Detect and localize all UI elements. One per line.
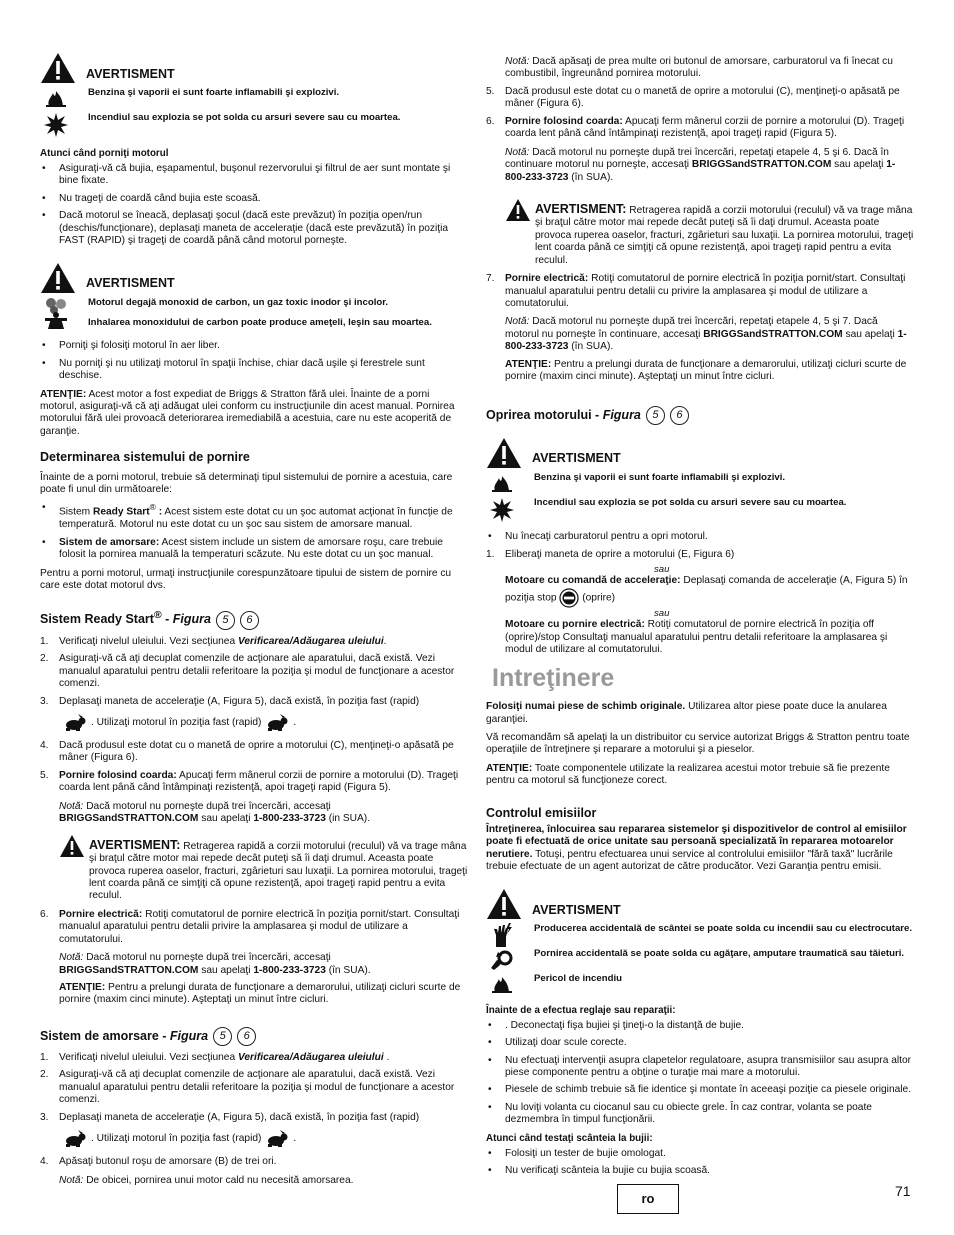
attention-starter: ATENŢIE: Pentru a prelungi durata de funcţionare a demarorului, utilizaţi cicluri scurte de pornire (maxim cinci minute). Aşteptaţi un minut între cicluri. xyxy=(59,982,461,1006)
start-system-types xyxy=(40,502,468,561)
list-item: • Piesele de schimb trebuie să fie identice şi montate în aceeaşi poziţie ca piesele originale. xyxy=(486,1084,914,1096)
figure-5-badge: 5 xyxy=(216,611,235,630)
note: Notă: Dacă motorul nu porneşte după trei încercări, accesaţi BRIGGSandSTRATTON.COM sau apelaţi 1-800-233-3723 (în SUA). xyxy=(59,952,371,976)
list-item: 4. Apăsaţi butonul roşu de amorsare (B) de trei ori. xyxy=(40,1156,277,1168)
before-repairs-heading: Înainte de a efectua reglaje sau reparaţii: xyxy=(486,1004,676,1016)
explosion-icon xyxy=(490,497,514,523)
electric-shock-icon xyxy=(491,923,513,947)
list-item: • Asiguraţi-vă că bujia, eşapamentul, buşonul rezervorului şi filtrul de aer sunt montate şi bine fixate. xyxy=(40,163,468,188)
note: Notă: Dacă motorul nu porneşte după trei încercări, repetaţi etapele 4, 5 şi 6. Dacă în continuare motorul nu porneşte, accesaţi BRIGGSandSTRATTON.COM sau apelaţi 1-800-233-3723 (în SUA). xyxy=(505,146,896,183)
explosion-icon xyxy=(44,112,68,138)
spark-test-heading: Atunci când testaţi scânteia la bujii: xyxy=(486,1132,653,1144)
note: Notă: Dacă motorul nu porneşte după trei încercări, accesaţi BRIGGSandSTRATTON.COM sau apelaţi 1-800-233-3723 (in SUA). xyxy=(59,800,371,825)
emissions-heading: Controlul emisiilor xyxy=(486,805,597,820)
list-item: • Nu efectuaţi intervenţii asupra clapetelor regulatoare, asupra transmisiilor sau asupra altor piese componente pentru a obţine o turaţie mai mare a motorului. xyxy=(486,1055,914,1080)
warning-title: AVERTISMENT xyxy=(532,902,621,917)
recoil-warning: AVERTISMENT: Retragerea rapidă a corzii motorului (reculul) vă va trage mâna şi braţul către motor mai repede decât puteţi să îi daţi drumul. Aceasta poate provoca ruperea oaselor, fracturi, zgârieturi sau luxaţii. La pornirea motorului, trageţi lent coarda până ce simţiţi că opune rezistenţă, apoi trageţi rapid pentru a evita reculul. xyxy=(59,834,468,903)
warning-triangle-icon xyxy=(505,198,531,222)
rabbit-icon xyxy=(264,1130,290,1148)
rabbit-icon xyxy=(264,714,290,732)
list-item: 3. Deplasaţi maneta de acceleraţie (A, Figura 5), dacă există, în poziţia fast (rapid) xyxy=(40,695,420,707)
before-repairs-bullets xyxy=(486,1020,914,1127)
figure-6-badge: 6 xyxy=(670,406,689,425)
speed-row: . Utilizaţi motorul în poziţia fast (rapid) . xyxy=(40,714,468,732)
warning-triangle-icon xyxy=(40,262,76,294)
page-number: 71 xyxy=(895,1183,911,1199)
speed-row: . Utilizaţi motorul în poziţia fast (rapid) . xyxy=(40,1130,468,1148)
list-item: • Folosiţi un tester de bujie omologat. xyxy=(486,1148,914,1160)
list-item: 2. Asiguraţi-vă că aţi decuplat comenzile de acţionare ale aparatului, dacă există. Vezi manualul aparatului pentru detalii referitoare la poziţia şi modul de funcţionare a acestor comenzi. xyxy=(40,1069,455,1106)
recoil-warning: AVERTISMENT: Retragerea rapidă a corzii motorului (reculul) vă va trage mâna şi braţul către motor mai repede decât puteţi să îi daţi drumul. Aceasta poate provoca ruperea oaselor, fracturi, zgârieturi sau luxaţii. La pornirea motorului, trageţi lent coarda până ce simţiţi că opune rezistenţă, apoi trageţi rapid pentru a evita reculul. xyxy=(505,198,914,267)
list-item: 1. Eliberaţi maneta de oprire a motorului (E, Figura 6) xyxy=(486,549,735,561)
stop-heading: Oprirea motorului - Figura 5 6 xyxy=(486,406,914,425)
warning-title: AVERTISMENT xyxy=(86,276,175,291)
start-heading: Atunci când porniţi motorul xyxy=(40,148,169,159)
rabbit-icon xyxy=(62,1130,88,1148)
primer-heading: Sistem de amorsare - Figura 5 6 xyxy=(40,1027,468,1046)
list-item: • Nu loviţi volanta cu ciocanul sau cu obiecte grele. În caz contrar, volanta se poate dezmembra în timpul funcţionării. xyxy=(486,1102,914,1127)
fire-icon xyxy=(491,973,513,993)
list-item: • Sistem de amorsare: Acest sistem include un sistem de amorsare roşu, care trebuie folosit la pornirea manuală la temperaturi scăzute. Nu este dotat cu un şoc manual. xyxy=(40,537,468,562)
attention-starter: ATENŢIE: Pentru a prelungi durata de funcţionare a demarorului, utilizaţi cicluri scurte de pornire (maxim cinci minute). Aşteptaţi un minut între cicluri. xyxy=(505,358,907,383)
figure-5-badge: 5 xyxy=(646,406,665,425)
fuel-warning: AVERTISMENT Benzina şi vaporii ei sunt foarte inflamabili şi explozivi. Incendiul sau explozia se pot solda cu arsuri severe sau cu moartea. xyxy=(40,52,468,134)
figure-6-badge: 6 xyxy=(240,611,259,630)
co-warning: AVERTISMENT Motorul degajă monoxid de carbon, un gaz toxic inodor şi incolor. Inhalarea monoxidului de carbon poate produce ameţeli, leşin sau moartea. xyxy=(40,262,468,329)
maintenance-title: Intreţinere xyxy=(492,663,615,692)
list-item: 5. Pornire folosind coarda: Apucaţi ferm mânerul corzii de pornire a motorului (D). Trageţi coarda lent până când întâmpinaţi rezistenţă, apoi trageţi rapid (Figura 5). xyxy=(40,769,459,794)
figure-5-badge: 5 xyxy=(213,1027,232,1046)
rabbit-icon xyxy=(62,714,88,732)
throttle-stop: Motoare cu comandă de acceleraţie: Deplasaţi comanda de acceleraţie (A, Figura 5) în poziţia stop (oprire) xyxy=(486,575,914,607)
list-item: 6. Pornire folosind coarda: Apucaţi ferm mânerul corzii de pornire a motorului (D). Trageţi coarda lent până când întâmpinaţi rezistenţă, apoi trageţi rapid (Figura 5). xyxy=(486,115,905,140)
list-item: 1. Verificaţi nivelul uleiului. Vezi secţiunea Verificarea/Adăugarea uleiului . xyxy=(40,1051,390,1063)
list-item: • Nu porniţi şi nu utilizaţi motorul în spaţii închise, chiar dacă uşile şi ferestrele sunt deschise. xyxy=(40,358,468,383)
warning-title: AVERTISMENT xyxy=(532,451,621,466)
warning-triangle-icon xyxy=(486,888,522,920)
list-item: • Utilizaţi doar scule corecte. xyxy=(486,1037,914,1049)
warning-triangle-icon xyxy=(40,52,76,84)
fuel-warning: AVERTISMENT Benzina şi vaporii ei sunt foarte inflamabili şi explozivi. Incendiul sau explozia se pot solda cu arsuri severe sau cu moartea. xyxy=(486,437,914,519)
list-item: 1. Verificaţi nivelul uleiului. Vezi secţiunea Verificarea/Adăugarea uleiului. xyxy=(40,635,387,647)
warning-title: AVERTISMENT xyxy=(86,66,175,81)
fire-icon xyxy=(491,472,513,492)
list-item: 3. Deplasaţi maneta de acceleraţie (A, Figura 5), dacă există, în poziţia fast (rapid) xyxy=(40,1111,420,1123)
spark-warning: AVERTISMENT Producerea accidentală de scântei se poate solda cu incendii sau cu electrocutare. Pornirea accidentală se poate solda cu agăţare, amputare traumatică sau tăieturi. Pericol de incendiu xyxy=(486,888,914,995)
figure-6-badge: 6 xyxy=(237,1027,256,1046)
list-item: • Dacă motorul se îneacă, deplasaţi şocul (dacă este prevăzut) în poziţia open/run (deschis/funcţionare), deplasaţi maneta de acceleraţie (dacă este prevăzută) în poziţia FAST (RAPID) şi trageţi de coardă până când motorul porneşte. xyxy=(40,210,468,247)
spark-test-bullets xyxy=(486,1148,914,1178)
warning-triangle-icon xyxy=(59,834,85,858)
list-item: 2. Asiguraţi-vă că aţi decuplat comenzile de acţionare ale aparatului, dacă există. Vezi manualul aparatului pentru detalii referitoare la poziţia şi modul de funcţionare a acestor comenzi. xyxy=(40,653,455,690)
right-column: Notă: Dacă apăsaţi de prea multe ori butonul de amorsare, carburatorul va fi înecat cu combustibil, îngreunând pornirea motorului. 5. Dacă produsul este dotat cu o manetă de oprire a motorului (C), menţineţi-o apăsată pe mâner (Figura 6). 6. Pornire folosind coarda: Apucaţi ferm mânerul corzii de pornire a motorului (D). Trageţi coarda lent până când întâmpinaţi rezistenţă, apoi trageţi rapid (Figura 5). Notă: Dacă motorul nu porneşte după trei încercări, repetaţi etapele 4, 5 şi 6. Dacă în continuare motorul nu porneşte, accesaţi BRIGGSandSTRATTON.COM sau apelaţi 1-800-233-3723 (în SUA). AVERTISMENT: Retragerea rapidă a corzii motorului (reculul) vă va trage mâna şi braţul către motor mai repede decât puteţi să îi daţi drumul. Aceasta poate provoca ruperea oaselor, fracturi, zgârieturi sau luxaţii. La pornirea motorului, trageţi lent coarda până ce simţiţi că opune rezistenţă, apoi trageţi rapid pentru a evita reculul. 7. Pornire electrică: Rotiţi comutatorul de pornire electrică în poziţia pornit/start. Consultaţi manualul aparatului pentru detalii cu privire la amplasarea şi modul de utilizare a comutatorului. Notă: Dacă motorul nu porneşte după trei încercări, repetaţi etapele 4, 5 şi 7. Dacă motorul nu porneşte în continuare, accesaţi BRIGGSandSTRATTON.COM sau apelaţi 1-800-233-3723 (în SUA). ATENŢIE: Pentru a prelungi durata de funcţionare a demarorului, utilizaţi cicluri scurte de pornire (maxim cinci minute). Aşteptaţi un minut între cicluri. Oprirea motorului - Figura 5 6 AVERTISMENT Benzina şi vaporii ei sunt foarte inflamabili şi explozivi. Incendiul sau explozia se pot solda cu arsuri severe sau cu moartea. • Nu înecaţi carburatorul pentru a opri motorul. 1. Eliberaţi maneta de oprire a motorului (E, Figura 6) sau Motoare cu comandă de acceleraţie: Deplasaţi comanda de acceleraţie (A, Figura 5) în poziţia stop (oprire) sau Motoare cu pornire electrică: Rotiţi comutatorul de pornire electrică în poziţia off (oprire)/stop Consultaţi manualul aparatului pentru detalii referitoare la amplasarea şi modul de utilizare al comutatorului. Intreţinere Folosiţi numai piese de schimb originale. Utilizarea altor piese poate duce la anularea garanţiei. Vă recomandăm să apelaţi la un distribuitor cu service autorizat Briggs & Stratton pentru toate operaţiile de întreţinere şi reparare a motorului şi a pieselor. ATENŢIE: Toate componentele utilizate la realizarea acestui motor trebuie să fie prezente pentru ca motorul să funcţioneze corect. Controlul emisiilor Întreţinerea, înlocuirea sau repararea sistemelor şi dispozitivelor de control al emisiilor poate fi efectuată de orice unitate sau persoană specializată în repararea motoarelor nerutiere. Totuşi, pentru efectuarea unui service al controlului emisiilor "fără taxă" lucrările trebuie efectuate de un agent autorizat de către producător. Vezi Garanţia pentru emisii. AVERTISMENT Producerea accidentală de scântei se poate solda cu incendii sau cu electrocutare. Pornirea accidentală se poate solda cu agăţare, amputare traumatică sau tăieturi. Pericol de incendiu Înainte de a efectua reglaje sau reparaţii: • . Deconectaţi fişa bujiei şi ţineţi-o la distanţă de bujie. • Utilizaţi doar scule corecte. • Nu efectuaţi intervenţii asupra clapetelor regulatoare, asupra transmisiilor sau asupra altor piese componente pentru a obţine o turaţie mai mare a motorului. • Piesele de schimb trebuie să fie identice şi montate în aceeaşi poziţie ca piesele originale. • Nu loviţi volanta cu ciocanul sau cu obiecte grele. În caz contrar, volanta se poate dezmembra în timpul funcţionării. Atunci când testaţi scânteia la bujii: • Folosiţi un tester de bujie omologat. • Nu verificaţi scânteia la bujie cu bujia scoasă. xyxy=(486,56,914,1184)
co-bullets xyxy=(40,340,468,382)
ready-start-heading: Sistem Ready Start® - Figura 5 6 xyxy=(40,610,468,629)
language-tab: ro xyxy=(617,1184,679,1214)
start-bullets xyxy=(40,163,468,248)
note: Notă: De obicei, pornirea unui motor cald nu necesită amorsarea. xyxy=(59,1174,354,1186)
list-item: • Sistem Ready Start® : Acest sistem este dotat cu un şoc automat acţionat în funcţie de temperatură. Motorul nu este dotat cu un şoc sau sistem de amorsare manual. xyxy=(40,502,468,531)
list-item: 6. Pornire electrică: Rotiţi comutatorul de pornire electrică în poziţia pornit/start. Consultaţi manualul aparatului pentru detalii privire la amplasarea şi modul de utilizare a comutatorului. xyxy=(40,908,460,945)
list-item: 5. Dacă produsul este dotat cu o manetă de oprire a motorului (C), menţineţi-o apăsată pe mâner (Figura 6). xyxy=(486,85,900,110)
list-item: • Nu verificaţi scânteia la bujie cu bujia scoasă. xyxy=(486,1165,914,1177)
list-item: • . Deconectaţi fişa bujiei şi ţineţi-o la distanţă de bujie. xyxy=(486,1020,914,1032)
list-item: 4. Dacă produsul este dotat cu o manetă de oprire a motorului (C), menţineţi-o apăsată pe mâner (Figura 6). xyxy=(40,740,454,764)
list-item: • Nu trageţi de coardă când bujia este scoasă. xyxy=(40,193,468,205)
note: Notă: Dacă motorul nu porneşte după trei încercări, repetaţi etapele 4, 5 şi 7. Dacă motorul nu porneşte în continuare, accesaţi BRIGGSandSTRATTON.COM sau apelaţi 1-800-233-3723 (în SUA). xyxy=(505,316,907,353)
electric-stop: Motoare cu pornire electrică: Rotiţi comutatorul de pornire electrică în poziţia off (oprire)/stop Consultaţi manualul aparatului pentru detalii referitoare la amplasarea şi modul de utilizare al comutatorului. xyxy=(505,619,888,656)
note: Notă: Dacă apăsaţi de prea multe ori butonul de amorsare, carburatorul va fi înecat cu combustibil, îngreunând pornirea motorului. xyxy=(505,56,893,80)
primer-steps xyxy=(40,1052,468,1124)
attention-oil: ATENŢIE: Acest motor a fost expediat de Briggs & Stratton fără ulei. Înainte de a porni motorul, asiguraţi-vă că aţi adăugat ulei conform cu instrucţiunile din acest manual. Pornirea motorului fără ulei provoacă deteriorarea iremediabilă a acestuia, care nu este acoperită de garanţie. xyxy=(40,388,455,437)
fire-icon xyxy=(45,87,67,107)
toxic-fumes-icon xyxy=(43,297,69,329)
list-item: • Porniţi şi folosiţi motorul în aer liber. xyxy=(40,340,468,352)
stop-icon xyxy=(559,588,579,608)
determine-heading: Determinarea sistemului de pornire xyxy=(40,450,250,465)
list-item: • Nu înecaţi carburatorul pentru a opri motorul. xyxy=(486,531,914,543)
ready-start-steps xyxy=(40,636,468,708)
warning-triangle-icon xyxy=(486,437,522,469)
hand-entanglement-icon xyxy=(490,948,514,972)
list-item: 7. Pornire electrică: Rotiţi comutatorul de pornire electrică în poziţia pornit/start. Consultaţi manualul aparatului pentru detalii cu privire la amplasarea şi modul de utilizare a comutatorului. xyxy=(486,273,906,309)
left-column: AVERTISMENT Benzina şi vaporii ei sunt foarte inflamabili şi explozivi. Incendiul sau explozia se pot solda cu arsuri severe sau cu moartea. Atunci când porniţi motorul • Asiguraţi-vă că bujia, eşapamentul, buşonul rezervorului şi filtrul de aer sunt montate şi bine fixate. • Nu trageţi de coardă când bujia este scoasă. • Dacă motorul se îneacă, deplasaţi şocul (dacă este prevăzut) în poziţia open/run (deschis/funcţionare), deplasaţi maneta de acceleraţie (dacă este prevăzută) în poziţia FAST (RAPID) şi trageţi de coardă până când motorul porneşte. AVERTISMENT Motorul degajă monoxid de carbon, un gaz toxic inodor şi incolor. Inhalarea monoxidului de carbon poate produce ameţeli, leşin sau moartea. • Porniţi şi folosiţi motorul în aer liber. • Nu porniţi şi nu utilizaţi motorul în spaţii închise, chiar dacă uşile şi ferestrele sunt deschise. ATENŢIE: Acest motor a fost expediat de Briggs & Stratton fără ulei. Înainte de a porni motorul, asiguraţi-vă că aţi adăugat ulei conform cu instrucţiunile din acest manual. Pornirea motorului fără ulei provoacă deteriorarea iremediabilă a acestuia, care nu este acoperită de garanţie. Determinarea sistemului de pornire Înainte de a porni motorul, trebuie să determinaţi tipul sistemului de pornire a acestuia, care poate fi unul din următoarele: • Sistem Ready Start® : Acest sistem este dotat cu un şoc automat acţionat în funcţie de temperatură. Motorul nu este dotat cu un şoc sau sistem de amorsare manual. • Sistem de amorsare: Acest sistem include un sistem de amorsare roşu, care trebuie folosit la pornirea manuală la temperaturi scăzute. Nu este dotat cu un şoc manual. Pentru a porni motorul, urmaţi instrucţiunile corespunzătoare tipului de sistem de pornire cu care este dotat motorul dvs. Sistem Ready Start® - Figura 5 6 1. Verificaţi nivelul uleiului. Vezi secţiunea Verificarea/Adăugarea uleiului. 2. Asiguraţi-vă că aţi decuplat comenzile de acţionare ale aparatului, dacă există. Vezi manualul aparatului pentru detalii referitoare la poziţia şi modul de funcţionare a acestor comenzi. 3. Deplasaţi maneta de acceleraţie (A, Figura 5), dacă există, în poziţia fast (rapid) . Utilizaţi motorul în poziţia fast (rapid) . 4. Dacă produsul este dotat cu o manetă de oprire a motorului (C), menţineţi-o apăsată pe mâner (Figura 6). 5. Pornire folosind coarda: Apucaţi ferm mânerul corzii de pornire a motorului (D). Trageţi coarda lent până când întâmpinaţi rezistenţă, apoi trageţi rapid (Figura 5). Notă: Dacă motorul nu porneşte după trei încercări, accesaţi BRIGGSandSTRATTON.COM sau apelaţi 1-800-233-3723 (in SUA). AVERTISMENT: Retragerea rapidă a corzii motorului (reculul) vă va trage mâna şi braţul către motor mai repede decât puteţi să îi daţi drumul. Aceasta poate provoca ruperea oaselor, fracturi, zgârieturi sau luxaţii. La pornirea motorului, trageţi lent coarda până ce simţiţi că opune rezistenţă, apoi trageţi rapid pentru a evita reculul. 6. Pornire electrică: Rotiţi comutatorul de pornire electrică în poziţia pornit/start. Consultaţi manualul aparatului pentru detalii privire la amplasarea şi modul de utilizare a comutatorului. Notă: Dacă motorul nu porneşte după trei încercări, accesaţi BRIGGSandSTRATTON.COM sau apelaţi 1-800-233-3723 (în SUA). ATENŢIE: Pentru a prelungi durata de funcţionare a demarorului, utilizaţi cicluri scurte de pornire (maxim cinci minute). Aşteptaţi un minut între cicluri. Sistem de amorsare - Figura 5 6 1. Verificaţi nivelul uleiului. Vezi secţiunea Verificarea/Adăugarea uleiului . 2. Asiguraţi-vă că aţi decuplat comenzile de acţionare ale aparatului, dacă există. Vezi manualul aparatului pentru detalii referitoare la poziţia şi modul de funcţionare a acestor comenzi. 3. Deplasaţi maneta de acceleraţie (A, Figura 5), dacă există, în poziţia fast (rapid) . Utilizaţi motorul în poziţia fast (rapid) . 4. Apăsaţi butonul roşu de amorsare (B) de trei ori. Notă: De obicei, pornirea unui motor cald nu necesită amorsarea. xyxy=(40,52,468,1192)
